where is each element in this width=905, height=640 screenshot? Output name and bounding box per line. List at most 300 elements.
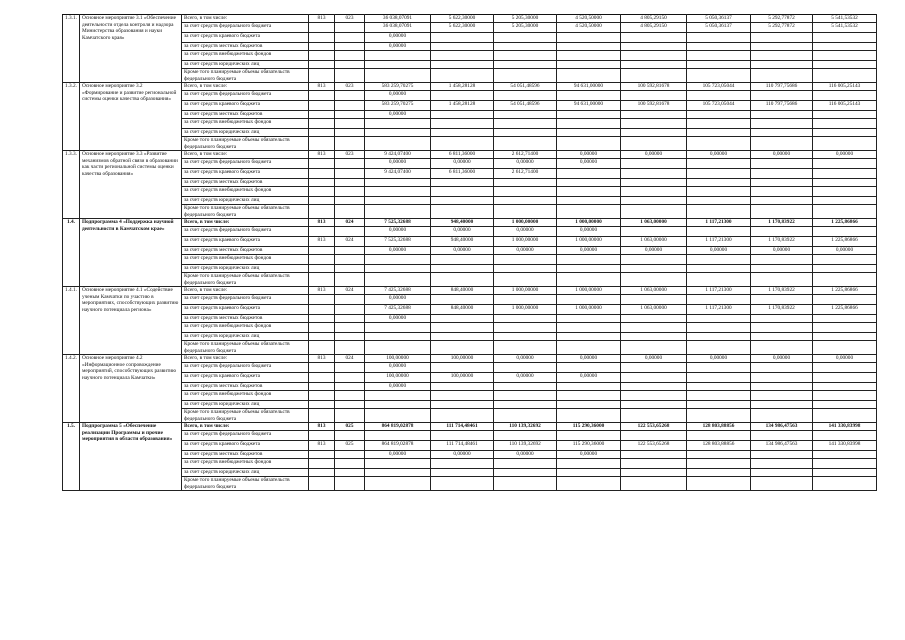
total-amount — [365, 469, 431, 477]
year-amount — [621, 119, 687, 129]
year-amount — [751, 383, 813, 391]
year-amount — [494, 383, 557, 391]
year-amount — [494, 111, 557, 119]
year-amount — [751, 137, 813, 151]
year-amount — [621, 383, 687, 391]
year-amount: 6 811,36000 — [431, 169, 494, 179]
year-amount — [494, 323, 557, 333]
program-code: 023 — [335, 151, 365, 159]
year-amount — [557, 61, 621, 69]
item-index: 1.4. — [63, 219, 80, 287]
program-code — [335, 451, 365, 459]
year-amount — [621, 469, 687, 477]
year-amount: 115 290,36000 — [557, 441, 621, 451]
year-amount — [494, 179, 557, 187]
year-amount — [494, 205, 557, 219]
item-name: Подпрограмма 5 «Обеспечение реализации Программы и прочие мероприятия в области образования» — [80, 423, 182, 491]
program-code — [335, 469, 365, 477]
year-amount: 5 541,53532 — [813, 23, 877, 33]
year-amount — [621, 459, 687, 469]
program-code — [335, 409, 365, 423]
funding-source-label: Кроме того планируемые объемы обязательств федерального бюджета — [182, 137, 309, 151]
grbs-code — [309, 91, 335, 101]
year-amount — [431, 363, 494, 373]
grbs-code: 813 — [309, 423, 335, 431]
year-amount — [557, 431, 621, 441]
year-amount — [431, 315, 494, 323]
year-amount — [687, 315, 751, 323]
year-amount: 1 000,00000 — [557, 305, 621, 315]
year-amount — [494, 363, 557, 373]
year-amount — [751, 265, 813, 273]
grbs-code — [309, 383, 335, 391]
year-amount — [813, 391, 877, 401]
funding-source-label: за счет средств местных бюджетов — [182, 315, 309, 323]
year-amount — [431, 111, 494, 119]
year-amount: 1 225,86866 — [813, 237, 877, 247]
table-row — [63, 287, 877, 295]
table-row — [63, 151, 877, 159]
year-amount: 0,00000 — [687, 355, 751, 363]
year-amount — [431, 255, 494, 265]
total-amount: 7 425,32688 — [365, 287, 431, 295]
year-amount — [687, 273, 751, 287]
year-amount — [557, 315, 621, 323]
year-amount: 0,00000 — [813, 151, 877, 159]
year-amount — [813, 33, 877, 43]
year-amount — [687, 459, 751, 469]
year-amount — [621, 341, 687, 355]
year-amount — [494, 51, 557, 61]
year-amount — [813, 69, 877, 83]
table-row — [63, 23, 877, 33]
year-amount: 1 170,83922 — [751, 287, 813, 295]
budget-table-body — [63, 15, 877, 491]
year-amount — [813, 477, 877, 491]
year-amount — [813, 119, 877, 129]
program-code — [335, 43, 365, 51]
year-amount: 948,40000 — [431, 237, 494, 247]
year-amount — [431, 205, 494, 219]
total-amount: 864 819,02878 — [365, 441, 431, 451]
table-row — [63, 205, 877, 219]
year-amount — [494, 255, 557, 265]
year-amount: 0,00000 — [431, 247, 494, 255]
year-amount — [751, 363, 813, 373]
year-amount — [621, 401, 687, 409]
year-amount: 848,40000 — [431, 305, 494, 315]
year-amount: 4 805,29150 — [621, 15, 687, 23]
year-amount: 128 803,88856 — [687, 441, 751, 451]
year-amount — [621, 69, 687, 83]
year-amount — [621, 333, 687, 341]
year-amount — [687, 431, 751, 441]
year-amount: 1 000,00000 — [557, 237, 621, 247]
item-name: Основное мероприятие 3.3 «Развитие механизмов обратной связи в образовании как части региональной системы оценки качества образования» — [80, 151, 182, 219]
total-amount: 583 259,70275 — [365, 83, 431, 91]
year-amount: 128 803,88856 — [687, 423, 751, 431]
table-row — [63, 137, 877, 151]
year-amount: 1 000,00000 — [557, 219, 621, 227]
year-amount — [557, 391, 621, 401]
year-amount — [813, 197, 877, 205]
year-amount — [431, 341, 494, 355]
grbs-code — [309, 305, 335, 315]
program-code — [335, 255, 365, 265]
year-amount — [751, 91, 813, 101]
table-row — [63, 61, 877, 69]
total-amount — [365, 323, 431, 333]
year-amount — [557, 69, 621, 83]
program-code: 024 — [335, 287, 365, 295]
total-amount — [365, 477, 431, 491]
grbs-code — [309, 33, 335, 43]
year-amount — [621, 227, 687, 237]
program-code — [335, 23, 365, 33]
grbs-code — [309, 391, 335, 401]
year-amount — [621, 255, 687, 265]
year-amount — [751, 469, 813, 477]
program-code: 023 — [335, 15, 365, 23]
year-amount: 0,00000 — [751, 151, 813, 159]
funding-source-label: за счет средств федерального бюджета — [182, 159, 309, 169]
year-amount — [687, 477, 751, 491]
program-code: 025 — [335, 423, 365, 431]
table-row — [63, 273, 877, 287]
table-row — [63, 111, 877, 119]
program-code — [335, 33, 365, 43]
year-amount — [494, 137, 557, 151]
year-amount — [813, 159, 877, 169]
year-amount — [431, 129, 494, 137]
year-amount — [494, 431, 557, 441]
year-amount — [557, 333, 621, 341]
year-amount — [687, 91, 751, 101]
year-amount — [621, 43, 687, 51]
year-amount: 0,00000 — [557, 247, 621, 255]
year-amount — [621, 273, 687, 287]
grbs-code — [309, 69, 335, 83]
year-amount: 1 170,83922 — [751, 237, 813, 247]
year-amount — [813, 227, 877, 237]
year-amount — [621, 295, 687, 305]
year-amount — [621, 179, 687, 187]
year-amount — [557, 401, 621, 409]
table-row — [63, 91, 877, 101]
year-amount — [557, 255, 621, 265]
funding-source-label: за счет средств внебюджетных фондов — [182, 119, 309, 129]
item-index: 1.4.2. — [63, 355, 80, 423]
funding-source-label: за счет средств местных бюджетов — [182, 43, 309, 51]
year-amount — [494, 91, 557, 101]
year-amount: 110 139,32692 — [494, 423, 557, 431]
program-code — [335, 159, 365, 169]
year-amount — [494, 119, 557, 129]
year-amount — [557, 459, 621, 469]
funding-source-label: Всего, в том числе: — [182, 151, 309, 159]
year-amount: 1 000,00000 — [494, 237, 557, 247]
year-amount — [687, 333, 751, 341]
year-amount: 122 553,65268 — [621, 423, 687, 431]
funding-source-label: за счет средств местных бюджетов — [182, 179, 309, 187]
item-name: Основное мероприятие 3.2 «Формирование и развитие региональной системы оценки качества образования» — [80, 83, 182, 151]
year-amount: 0,00000 — [557, 151, 621, 159]
year-amount: 0,00000 — [751, 247, 813, 255]
year-amount — [557, 341, 621, 355]
year-amount: 1 170,83922 — [751, 219, 813, 227]
grbs-code — [309, 179, 335, 187]
year-amount — [687, 169, 751, 179]
table-row — [63, 391, 877, 401]
year-amount — [621, 373, 687, 383]
total-amount — [365, 273, 431, 287]
grbs-code — [309, 273, 335, 287]
program-code — [335, 101, 365, 111]
year-amount — [621, 265, 687, 273]
year-amount — [557, 197, 621, 205]
year-amount — [813, 169, 877, 179]
year-amount — [687, 451, 751, 459]
funding-source-label: Кроме того планируемые объемы обязательств федерального бюджета — [182, 341, 309, 355]
year-amount — [687, 409, 751, 423]
year-amount: 115 290,36000 — [557, 423, 621, 431]
year-amount — [751, 341, 813, 355]
year-amount: 6 811,36000 — [431, 151, 494, 159]
year-amount: 1 225,86866 — [813, 219, 877, 227]
table-row — [63, 295, 877, 305]
year-amount — [557, 129, 621, 137]
funding-source-label: за счет средств внебюджетных фондов — [182, 51, 309, 61]
year-amount: 0,00000 — [557, 355, 621, 363]
year-amount — [751, 179, 813, 187]
year-amount: 94 631,00000 — [557, 101, 621, 111]
year-amount — [494, 273, 557, 287]
year-amount — [557, 469, 621, 477]
year-amount — [557, 119, 621, 129]
year-amount: 4 520,50000 — [557, 23, 621, 33]
grbs-code — [309, 61, 335, 69]
year-amount — [813, 323, 877, 333]
grbs-code — [309, 459, 335, 469]
year-amount — [813, 295, 877, 305]
year-amount — [813, 137, 877, 151]
year-amount — [751, 33, 813, 43]
funding-source-label: за счет средств юридических лиц — [182, 333, 309, 341]
year-amount — [813, 341, 877, 355]
total-amount: 36 038,07091 — [365, 23, 431, 33]
funding-source-label: за счет средств краевого бюджета — [182, 305, 309, 315]
funding-source-label: за счет средств внебюджетных фондов — [182, 187, 309, 197]
funding-source-label: за счет средств краевого бюджета — [182, 101, 309, 111]
year-amount — [751, 323, 813, 333]
year-amount — [813, 333, 877, 341]
year-amount — [813, 315, 877, 323]
year-amount — [494, 33, 557, 43]
funding-source-label: за счет средств юридических лиц — [182, 197, 309, 205]
year-amount: 110 797,75686 — [751, 101, 813, 111]
year-amount — [813, 179, 877, 187]
year-amount — [813, 431, 877, 441]
total-amount: 0,00000 — [365, 227, 431, 237]
program-code — [335, 187, 365, 197]
program-code — [335, 383, 365, 391]
year-amount — [813, 363, 877, 373]
year-amount: 0,00000 — [557, 373, 621, 383]
year-amount: 0,00000 — [494, 355, 557, 363]
funding-source-label: за счет средств федерального бюджета — [182, 431, 309, 441]
funding-source-label: за счет средств внебюджетных фондов — [182, 323, 309, 333]
program-code — [335, 315, 365, 323]
item-name: Основное мероприятие 4.1 «Содействие ученым Камчатки по участию в мероприятиях, способствующих развитию научного потенциала региона» — [80, 287, 182, 355]
year-amount — [431, 391, 494, 401]
year-amount — [751, 61, 813, 69]
funding-source-label: за счет средств краевого бюджета — [182, 373, 309, 383]
year-amount — [557, 91, 621, 101]
year-amount: 0,00000 — [431, 227, 494, 237]
grbs-code: 813 — [309, 355, 335, 363]
total-amount: 0,00000 — [365, 159, 431, 169]
year-amount: 848,40000 — [431, 287, 494, 295]
year-amount — [621, 169, 687, 179]
total-amount — [365, 333, 431, 341]
year-amount — [751, 129, 813, 137]
total-amount: 100,00000 — [365, 355, 431, 363]
year-amount — [494, 459, 557, 469]
year-amount: 54 051,48596 — [494, 101, 557, 111]
year-amount — [687, 255, 751, 265]
year-amount: 105 723,05044 — [687, 101, 751, 111]
year-amount — [621, 33, 687, 43]
year-amount — [813, 51, 877, 61]
total-amount — [365, 401, 431, 409]
table-row — [63, 401, 877, 409]
program-code — [335, 459, 365, 469]
grbs-code — [309, 205, 335, 219]
year-amount — [687, 197, 751, 205]
year-amount — [687, 69, 751, 83]
year-amount — [431, 469, 494, 477]
year-amount — [431, 477, 494, 491]
funding-source-label: за счет средств краевого бюджета — [182, 169, 309, 179]
year-amount — [813, 129, 877, 137]
year-amount — [751, 159, 813, 169]
year-amount — [494, 409, 557, 423]
total-amount — [365, 179, 431, 187]
program-code — [335, 305, 365, 315]
year-amount — [687, 401, 751, 409]
funding-source-label: за счет средств местных бюджетов — [182, 383, 309, 391]
year-amount: 5 622,30000 — [431, 15, 494, 23]
year-amount — [621, 205, 687, 219]
year-amount — [751, 227, 813, 237]
year-amount — [751, 205, 813, 219]
grbs-code — [309, 101, 335, 111]
year-amount — [751, 295, 813, 305]
year-amount: 5 205,30000 — [494, 15, 557, 23]
table-row — [63, 247, 877, 255]
year-amount — [687, 373, 751, 383]
grbs-code — [309, 323, 335, 333]
total-amount: 0,00000 — [365, 43, 431, 51]
year-amount — [751, 273, 813, 287]
year-amount: 0,00000 — [494, 227, 557, 237]
year-amount — [431, 119, 494, 129]
year-amount: 2 612,71400 — [494, 151, 557, 159]
program-code — [335, 323, 365, 333]
year-amount — [621, 315, 687, 323]
year-amount — [431, 51, 494, 61]
grbs-code: 813 — [309, 151, 335, 159]
year-amount — [687, 179, 751, 187]
year-amount — [687, 187, 751, 197]
year-amount — [557, 51, 621, 61]
year-amount — [751, 119, 813, 129]
year-amount — [494, 295, 557, 305]
year-amount — [431, 197, 494, 205]
funding-source-label: Кроме того планируемые объемы обязательств федерального бюджета — [182, 273, 309, 287]
item-index: 1.5. — [63, 423, 80, 491]
year-amount: 1 063,00000 — [621, 219, 687, 227]
total-amount: 864 819,02878 — [365, 423, 431, 431]
year-amount: 1 225,86866 — [813, 287, 877, 295]
year-amount — [494, 341, 557, 355]
table-row — [63, 119, 877, 129]
year-amount — [751, 69, 813, 83]
year-amount — [557, 273, 621, 287]
year-amount: 5 050,36137 — [687, 15, 751, 23]
year-amount — [431, 187, 494, 197]
year-amount: 0,00000 — [751, 355, 813, 363]
funding-source-label: за счет средств юридических лиц — [182, 469, 309, 477]
year-amount — [751, 51, 813, 61]
funding-source-label: за счет средств местных бюджетов — [182, 111, 309, 119]
year-amount — [494, 391, 557, 401]
table-row — [63, 333, 877, 341]
grbs-code — [309, 111, 335, 119]
year-amount — [751, 255, 813, 265]
year-amount — [687, 295, 751, 305]
year-amount — [621, 409, 687, 423]
year-amount — [751, 197, 813, 205]
funding-source-label: Кроме того планируемые объемы обязательств федерального бюджета — [182, 409, 309, 423]
grbs-code — [309, 159, 335, 169]
grbs-code — [309, 187, 335, 197]
program-code — [335, 227, 365, 237]
table-row — [63, 43, 877, 51]
year-amount — [431, 33, 494, 43]
funding-source-label: Кроме того планируемые объемы обязательств федерального бюджета — [182, 69, 309, 83]
total-amount: 583 259,70275 — [365, 101, 431, 111]
total-amount — [365, 205, 431, 219]
year-amount — [621, 129, 687, 137]
year-amount: 1 170,83922 — [751, 305, 813, 315]
table-row — [63, 179, 877, 187]
table-row — [63, 383, 877, 391]
total-amount: 0,00000 — [365, 91, 431, 101]
grbs-code — [309, 265, 335, 273]
year-amount: 0,00000 — [494, 159, 557, 169]
item-index: 1.3.2. — [63, 83, 80, 151]
program-code — [335, 197, 365, 205]
year-amount — [621, 431, 687, 441]
year-amount: 0,00000 — [813, 247, 877, 255]
funding-source-label: за счет средств юридических лиц — [182, 265, 309, 273]
grbs-code — [309, 373, 335, 383]
program-code — [335, 391, 365, 401]
grbs-code — [309, 247, 335, 255]
total-amount: 0,00000 — [365, 247, 431, 255]
year-amount — [687, 469, 751, 477]
